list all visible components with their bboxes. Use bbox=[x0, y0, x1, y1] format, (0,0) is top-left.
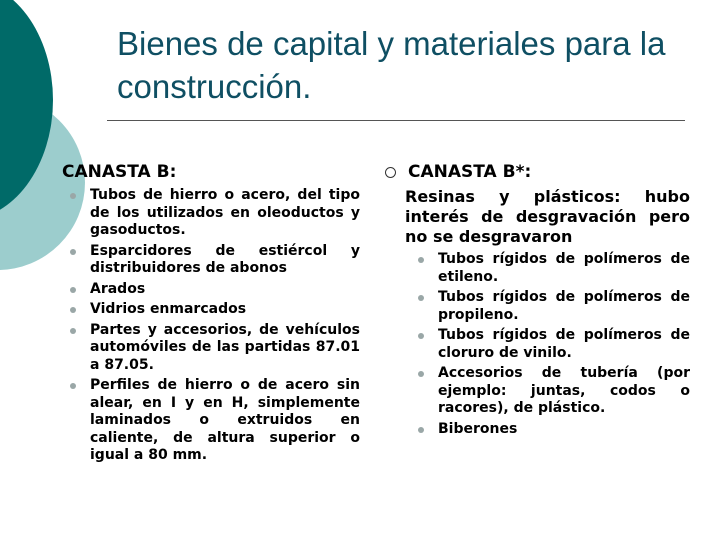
right-item-list bbox=[410, 251, 690, 438]
left-item-list bbox=[62, 187, 360, 465]
list-item: Tubos de hierro o acero, del tipo de los utilizados en oleoductos y gasoductos. bbox=[62, 187, 360, 240]
left-heading bbox=[62, 162, 360, 182]
left-heading-text: CANASTA B: bbox=[62, 162, 177, 182]
bullet-icon bbox=[418, 427, 424, 433]
list-item: Perfiles de hierro o de acero sin alear, en I y en H, simplemente laminados o extruidos en caliente, de altura superior o igual a 80 mm. bbox=[62, 377, 360, 465]
list-item: Arados bbox=[62, 281, 360, 299]
bullet-icon bbox=[70, 307, 76, 313]
right-heading-text: CANASTA B*: bbox=[408, 162, 532, 182]
bullet-icon bbox=[70, 287, 76, 293]
list-item: Accesorios de tubería (por ejemplo: juntas, codos o racores), de plástico. bbox=[410, 365, 690, 418]
right-column bbox=[385, 162, 690, 441]
list-item: Tubos rígidos de polímeros de propileno. bbox=[410, 289, 690, 324]
list-item: Biberones bbox=[410, 421, 690, 439]
list-item: Tubos rígidos de polímeros de cloruro de vinilo. bbox=[410, 327, 690, 362]
list-item: Tubos rígidos de polímeros de etileno. bbox=[410, 251, 690, 286]
bullet-icon bbox=[70, 328, 76, 334]
bullet-icon bbox=[418, 295, 424, 301]
bullet-icon bbox=[418, 257, 424, 263]
bullet-icon bbox=[70, 383, 76, 389]
bullet-icon bbox=[70, 249, 76, 255]
list-item: Esparcidores de estiércol y distribuidores de abonos bbox=[62, 243, 360, 278]
right-heading bbox=[385, 162, 690, 182]
right-subheading: Resinas y plásticos: hubo interés de desgravación pero no se desgravaron bbox=[405, 187, 690, 246]
list-item: Vidrios enmarcados bbox=[62, 301, 360, 319]
bullet-icon bbox=[418, 371, 424, 377]
bullet-icon bbox=[418, 333, 424, 339]
bullet-icon bbox=[70, 193, 76, 199]
slide-title: Bienes de capital y materiales para la construcción. bbox=[117, 25, 666, 105]
list-item: Partes y accesorios, de vehículos automóviles de las partidas 87.01 a 87.05. bbox=[62, 322, 360, 375]
title-divider bbox=[107, 120, 685, 121]
circle-bullet-icon bbox=[385, 167, 396, 178]
left-column bbox=[62, 162, 360, 468]
